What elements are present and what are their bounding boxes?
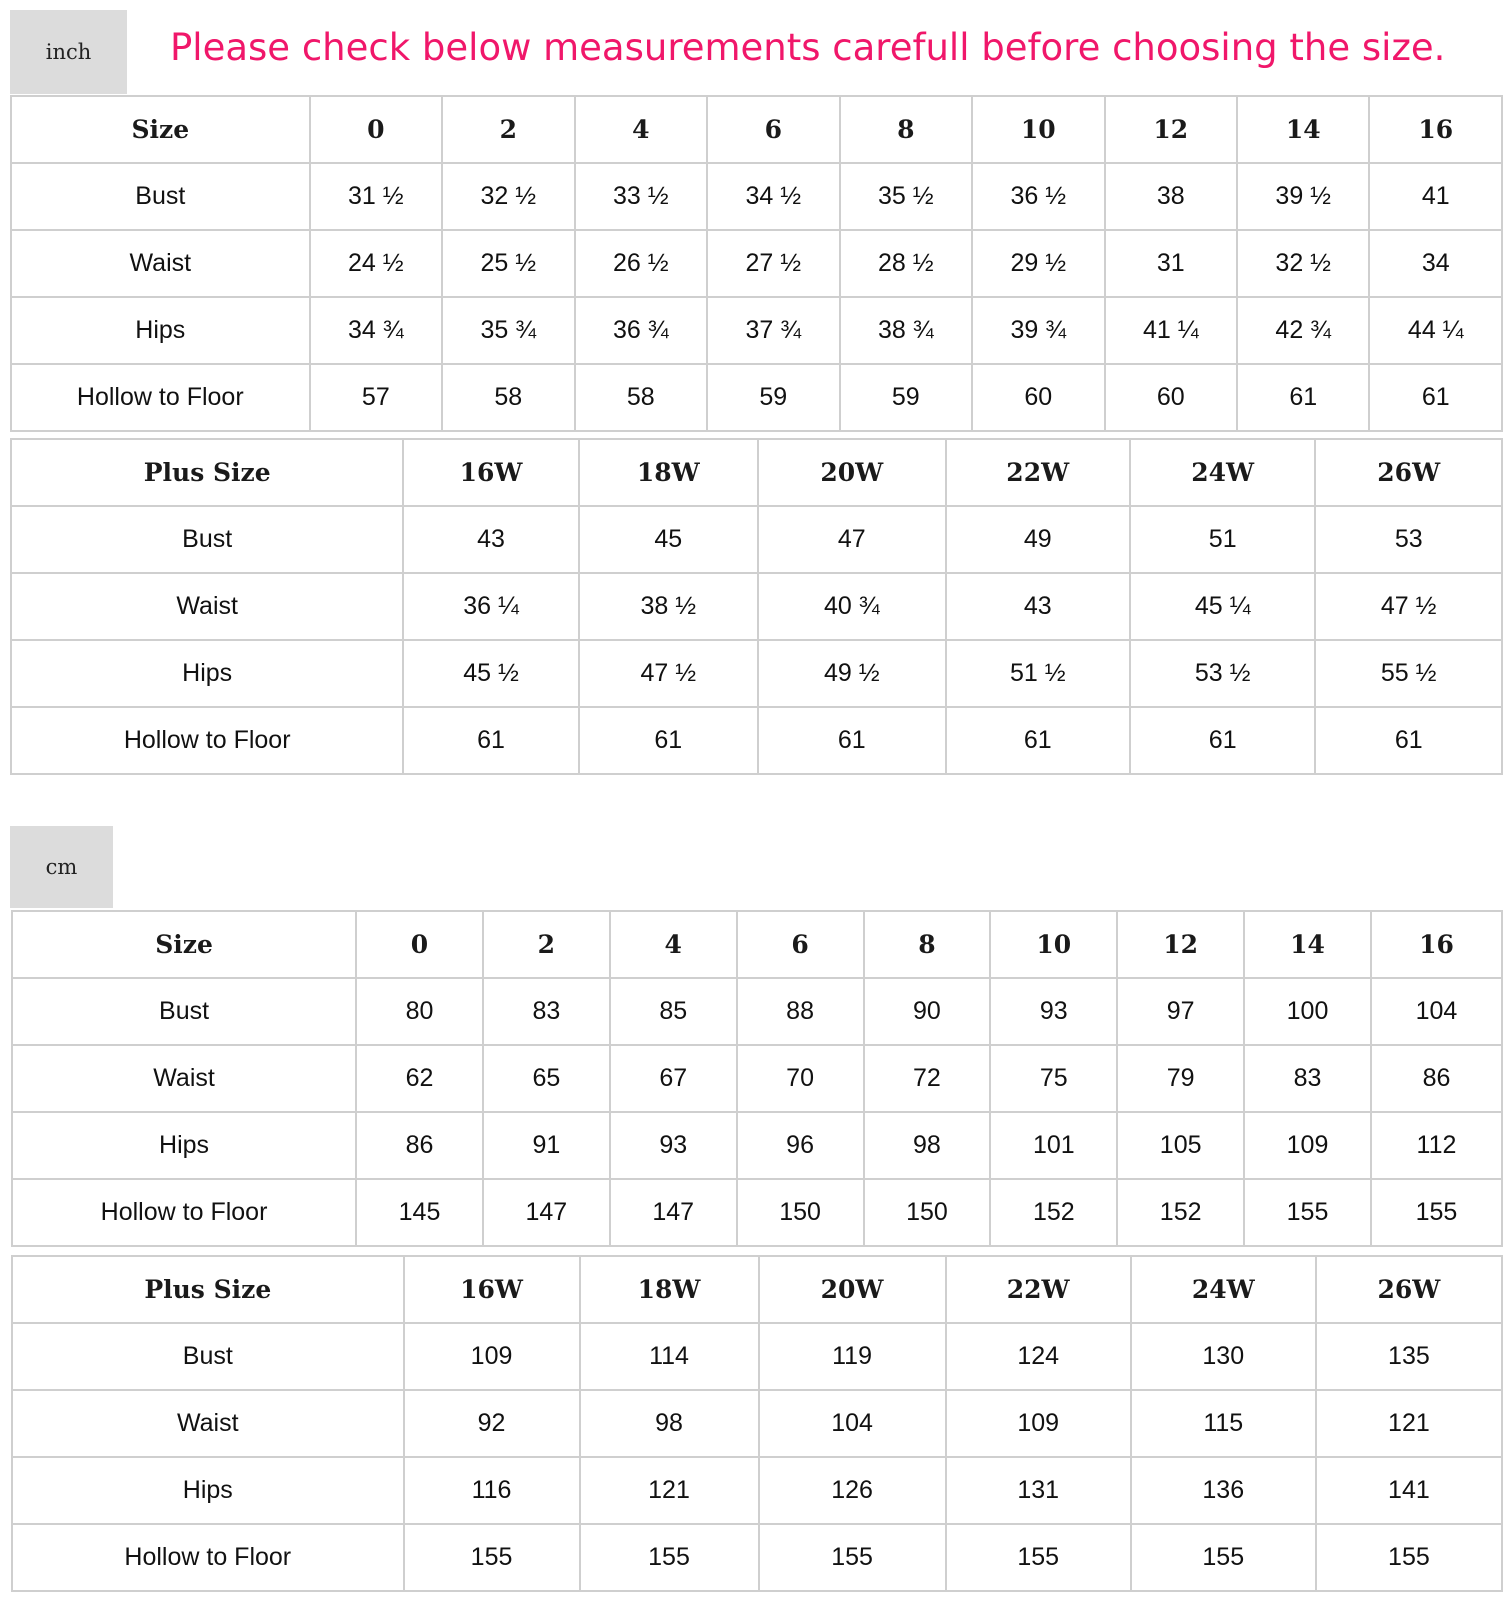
measurement-row	[12, 1112, 1502, 1179]
measurement-value: 61	[579, 707, 758, 774]
measurement-value: 59	[707, 364, 839, 431]
measurement-label: Hollow to Floor	[12, 1179, 356, 1246]
measurement-value: 35 ½	[840, 163, 972, 230]
measurement-value: 155	[946, 1524, 1131, 1591]
measurement-value: 47 ½	[579, 640, 758, 707]
size-header-cell: 20W	[759, 1256, 946, 1323]
measurement-row	[12, 1390, 1502, 1457]
measurement-row	[11, 573, 1502, 640]
measurement-value: 130	[1131, 1323, 1316, 1390]
measurement-value: 61	[1237, 364, 1369, 431]
measurement-value: 104	[759, 1390, 946, 1457]
measurement-value: 141	[1316, 1457, 1502, 1524]
cm-plus-size-table	[11, 1255, 1503, 1592]
measurement-value: 86	[1371, 1045, 1502, 1112]
measurement-label: Hips	[11, 297, 310, 364]
measurement-value: 147	[610, 1179, 737, 1246]
size-header-cell: 10	[972, 96, 1104, 163]
measurement-value: 115	[1131, 1390, 1316, 1457]
measurement-value: 75	[990, 1045, 1117, 1112]
measurement-value: 31 ½	[310, 163, 442, 230]
measurement-value: 39 ½	[1237, 163, 1369, 230]
measurement-value: 41	[1369, 163, 1502, 230]
measurement-row	[12, 1323, 1502, 1390]
measurement-notice: Please check below measurements carefull before choosing the size.	[170, 26, 1446, 69]
measurement-value: 93	[990, 978, 1117, 1045]
measurement-value: 58	[442, 364, 574, 431]
measurement-value: 28 ½	[840, 230, 972, 297]
measurement-value: 72	[864, 1045, 991, 1112]
measurement-value: 45	[579, 506, 758, 573]
measurement-value: 152	[990, 1179, 1117, 1246]
size-header-cell: 2	[483, 911, 610, 978]
unit-tab-cm: cm	[10, 826, 113, 908]
measurement-row	[12, 1524, 1502, 1591]
measurement-value: 116	[404, 1457, 580, 1524]
measurement-value: 59	[840, 364, 972, 431]
measurement-row	[11, 230, 1502, 297]
measurement-row	[12, 1457, 1502, 1524]
measurement-value: 119	[759, 1323, 946, 1390]
measurement-value: 31	[1105, 230, 1237, 297]
measurement-value: 112	[1371, 1112, 1502, 1179]
size-header-cell: 6	[707, 96, 839, 163]
measurement-value: 34	[1369, 230, 1502, 297]
size-header-row	[11, 439, 1502, 506]
measurement-value: 39 ¾	[972, 297, 1104, 364]
size-header-row	[12, 1256, 1502, 1323]
measurement-value: 155	[1244, 1179, 1371, 1246]
measurement-row	[12, 1179, 1502, 1246]
measurement-value: 100	[1244, 978, 1371, 1045]
measurement-value: 53 ½	[1130, 640, 1315, 707]
measurement-value: 62	[356, 1045, 483, 1112]
measurement-value: 34 ¾	[310, 297, 442, 364]
size-header-cell: 4	[575, 96, 707, 163]
measurement-value: 47 ½	[1315, 573, 1502, 640]
measurement-value: 61	[1315, 707, 1502, 774]
measurement-value: 65	[483, 1045, 610, 1112]
size-header-cell: 12	[1117, 911, 1244, 978]
measurement-row	[11, 707, 1502, 774]
measurement-value: 44 ¼	[1369, 297, 1502, 364]
measurement-value: 98	[580, 1390, 759, 1457]
size-header-cell: 4	[610, 911, 737, 978]
size-header-row	[11, 96, 1502, 163]
measurement-label: Hollow to Floor	[11, 707, 403, 774]
measurement-value: 83	[1244, 1045, 1371, 1112]
measurement-label: Hips	[12, 1112, 356, 1179]
measurement-value: 150	[864, 1179, 991, 1246]
size-header-cell: 10	[990, 911, 1117, 978]
measurement-value: 43	[946, 573, 1130, 640]
size-header-cell: 18W	[579, 439, 758, 506]
size-header-cell: 16	[1369, 96, 1502, 163]
measurement-label: Bust	[12, 978, 356, 1045]
inch-plus-size-table	[10, 438, 1503, 775]
size-header-cell: 16W	[404, 1256, 580, 1323]
measurement-label: Waist	[11, 573, 403, 640]
measurement-value: 97	[1117, 978, 1244, 1045]
measurement-value: 61	[403, 707, 578, 774]
measurement-label: Hips	[12, 1457, 404, 1524]
size-header-cell: 14	[1244, 911, 1371, 978]
measurement-value: 45 ½	[403, 640, 578, 707]
measurement-value: 36 ½	[972, 163, 1104, 230]
measurement-value: 155	[1316, 1524, 1502, 1591]
measurement-value: 40 ¾	[758, 573, 946, 640]
measurement-value: 67	[610, 1045, 737, 1112]
measurement-value: 42 ¾	[1237, 297, 1369, 364]
measurement-row	[11, 640, 1502, 707]
measurement-value: 131	[946, 1457, 1131, 1524]
size-header-cell: 6	[737, 911, 864, 978]
measurement-label: Hips	[11, 640, 403, 707]
measurement-value: 32 ½	[442, 163, 574, 230]
measurement-value: 60	[972, 364, 1104, 431]
measurement-value: 49	[946, 506, 1130, 573]
size-header-cell: 26W	[1316, 1256, 1502, 1323]
measurement-value: 57	[310, 364, 442, 431]
cm-regular-size-table	[11, 910, 1503, 1247]
measurement-value: 51 ½	[946, 640, 1130, 707]
measurement-value: 36 ¾	[575, 297, 707, 364]
size-header-cell: 0	[310, 96, 442, 163]
size-header-cell: 26W	[1315, 439, 1502, 506]
measurement-value: 51	[1130, 506, 1315, 573]
measurement-label: Hollow to Floor	[11, 364, 310, 431]
measurement-value: 150	[737, 1179, 864, 1246]
measurement-value: 61	[1130, 707, 1315, 774]
measurement-value: 92	[404, 1390, 580, 1457]
measurement-value: 96	[737, 1112, 864, 1179]
measurement-label: Waist	[12, 1045, 356, 1112]
measurement-value: 91	[483, 1112, 610, 1179]
inch-regular-size-table	[10, 95, 1503, 432]
measurement-value: 147	[483, 1179, 610, 1246]
measurement-row	[11, 506, 1502, 573]
size-header-cell: 8	[840, 96, 972, 163]
size-header-label: Size	[12, 911, 356, 978]
measurement-value: 121	[1316, 1390, 1502, 1457]
measurement-value: 136	[1131, 1457, 1316, 1524]
measurement-value: 36 ¼	[403, 573, 578, 640]
measurement-value: 26 ½	[575, 230, 707, 297]
measurement-value: 155	[580, 1524, 759, 1591]
measurement-value: 43	[403, 506, 578, 573]
size-header-cell: 16W	[403, 439, 578, 506]
measurement-value: 109	[1244, 1112, 1371, 1179]
measurement-value: 98	[864, 1112, 991, 1179]
measurement-value: 38	[1105, 163, 1237, 230]
measurement-value: 121	[580, 1457, 759, 1524]
measurement-value: 109	[946, 1390, 1131, 1457]
measurement-value: 33 ½	[575, 163, 707, 230]
measurement-value: 29 ½	[972, 230, 1104, 297]
size-header-cell: 22W	[946, 1256, 1131, 1323]
measurement-value: 25 ½	[442, 230, 574, 297]
measurement-label: Hollow to Floor	[12, 1524, 404, 1591]
measurement-value: 86	[356, 1112, 483, 1179]
measurement-value: 126	[759, 1457, 946, 1524]
unit-tab-inch: inch	[10, 10, 127, 94]
size-header-label: Plus Size	[11, 439, 403, 506]
measurement-value: 27 ½	[707, 230, 839, 297]
measurement-row	[11, 297, 1502, 364]
measurement-row	[11, 163, 1502, 230]
measurement-value: 61	[1369, 364, 1502, 431]
measurement-value: 135	[1316, 1323, 1502, 1390]
measurement-value: 60	[1105, 364, 1237, 431]
size-header-cell: 20W	[758, 439, 946, 506]
measurement-value: 101	[990, 1112, 1117, 1179]
measurement-value: 155	[759, 1524, 946, 1591]
measurement-value: 49 ½	[758, 640, 946, 707]
measurement-value: 34 ½	[707, 163, 839, 230]
measurement-value: 104	[1371, 978, 1502, 1045]
size-header-cell: 14	[1237, 96, 1369, 163]
measurement-value: 124	[946, 1323, 1131, 1390]
size-header-label: Plus Size	[12, 1256, 404, 1323]
size-header-cell: 24W	[1130, 439, 1315, 506]
size-header-row	[12, 911, 1502, 978]
measurement-value: 35 ¾	[442, 297, 574, 364]
measurement-value: 53	[1315, 506, 1502, 573]
measurement-value: 155	[404, 1524, 580, 1591]
size-header-cell: 2	[442, 96, 574, 163]
measurement-value: 85	[610, 978, 737, 1045]
measurement-row	[12, 1045, 1502, 1112]
size-header-label: Size	[11, 96, 310, 163]
measurement-label: Bust	[11, 506, 403, 573]
measurement-value: 47	[758, 506, 946, 573]
measurement-value: 93	[610, 1112, 737, 1179]
measurement-value: 41 ¼	[1105, 297, 1237, 364]
size-header-cell: 0	[356, 911, 483, 978]
measurement-label: Bust	[11, 163, 310, 230]
measurement-row	[11, 364, 1502, 431]
measurement-value: 45 ¼	[1130, 573, 1315, 640]
size-header-cell: 16	[1371, 911, 1502, 978]
measurement-value: 24 ½	[310, 230, 442, 297]
size-header-cell: 18W	[580, 1256, 759, 1323]
measurement-value: 152	[1117, 1179, 1244, 1246]
measurement-value: 38 ½	[579, 573, 758, 640]
measurement-value: 155	[1131, 1524, 1316, 1591]
measurement-value: 109	[404, 1323, 580, 1390]
measurement-value: 145	[356, 1179, 483, 1246]
size-header-cell: 12	[1105, 96, 1237, 163]
measurement-value: 58	[575, 364, 707, 431]
measurement-label: Waist	[12, 1390, 404, 1457]
measurement-value: 80	[356, 978, 483, 1045]
measurement-value: 38 ¾	[840, 297, 972, 364]
measurement-value: 32 ½	[1237, 230, 1369, 297]
measurement-value: 79	[1117, 1045, 1244, 1112]
measurement-value: 83	[483, 978, 610, 1045]
size-header-cell: 22W	[946, 439, 1130, 506]
measurement-label: Bust	[12, 1323, 404, 1390]
measurement-value: 155	[1371, 1179, 1502, 1246]
measurement-value: 105	[1117, 1112, 1244, 1179]
measurement-row	[12, 978, 1502, 1045]
measurement-value: 90	[864, 978, 991, 1045]
size-header-cell: 8	[864, 911, 991, 978]
measurement-value: 61	[758, 707, 946, 774]
measurement-value: 61	[946, 707, 1130, 774]
measurement-value: 55 ½	[1315, 640, 1502, 707]
size-header-cell: 24W	[1131, 1256, 1316, 1323]
measurement-value: 114	[580, 1323, 759, 1390]
measurement-label: Waist	[11, 230, 310, 297]
measurement-value: 37 ¾	[707, 297, 839, 364]
measurement-value: 88	[737, 978, 864, 1045]
measurement-value: 70	[737, 1045, 864, 1112]
